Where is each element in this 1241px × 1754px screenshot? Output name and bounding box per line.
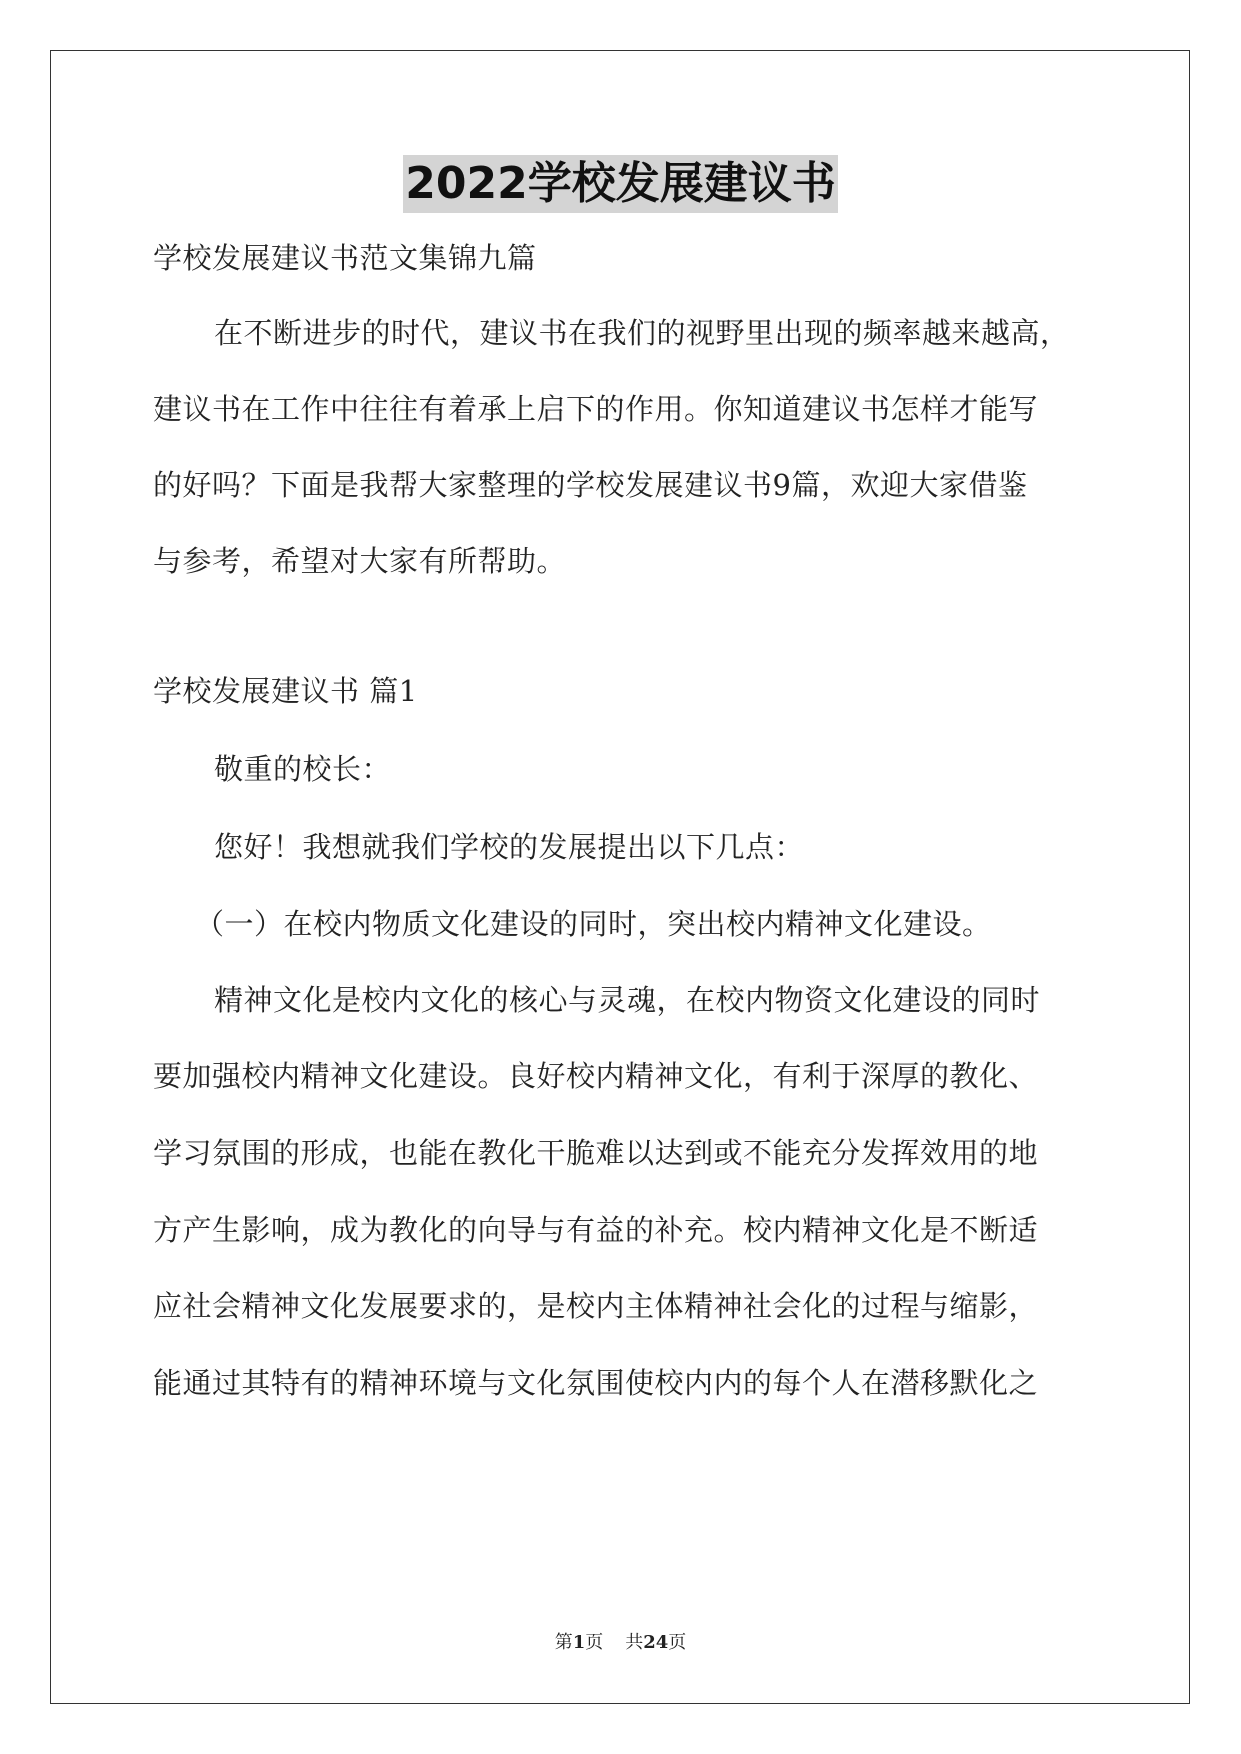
total-pages: 24 bbox=[643, 1632, 669, 1653]
document-subtitle: 学校发展建议书范文集锦九篇 bbox=[153, 241, 537, 275]
section-heading: 学校发展建议书 篇1 bbox=[153, 674, 418, 708]
point-one: （一）在校内物质文化建设的同时，突出校内精神文化建设。 bbox=[195, 907, 992, 941]
body-line-2: 要加强校内精神文化建设。良好校内精神文化，有利于深厚的教化、 bbox=[153, 1059, 1039, 1093]
body-line-3: 学习氛围的形成，也能在教化干脆难以达到或不能充分发挥效用的地 bbox=[153, 1136, 1039, 1170]
page-prefix: 第 bbox=[554, 1632, 573, 1653]
page-border bbox=[50, 50, 1190, 1704]
total-suffix: 页 bbox=[668, 1632, 687, 1653]
title-container bbox=[0, 155, 1241, 213]
body-line-6: 能通过其特有的精神环境与文化氛围使校内内的每个人在潜移默化之 bbox=[153, 1366, 1039, 1400]
intro-line-2: 建议书在工作中往往有着承上启下的作用。你知道建议书怎样才能写 bbox=[153, 392, 1039, 426]
intro-line-1: 在不断进步的时代，建议书在我们的视野里出现的频率越来越高， bbox=[214, 316, 1070, 350]
salutation: 敬重的校长： bbox=[214, 752, 392, 786]
body-line-4: 方产生影响，成为教化的向导与有益的补充。校内精神文化是不断适 bbox=[153, 1213, 1039, 1247]
page-number: 1 bbox=[572, 1632, 586, 1653]
page-suffix: 页 bbox=[585, 1632, 604, 1653]
body-line-1: 精神文化是校内文化的核心与灵魂，在校内物资文化建设的同时 bbox=[214, 983, 1041, 1017]
document-title: 2022学校发展建议书 bbox=[403, 155, 837, 213]
total-prefix: 共 bbox=[625, 1632, 644, 1653]
intro-line-3: 的好吗？下面是我帮大家整理的学校发展建议书9篇，欢迎大家借鉴 bbox=[153, 468, 1028, 502]
greeting: 您好！我想就我们学校的发展提出以下几点： bbox=[214, 830, 805, 864]
page-footer bbox=[0, 1628, 1241, 1654]
body-line-5: 应社会精神文化发展要求的，是校内主体精神社会化的过程与缩影， bbox=[153, 1289, 1039, 1323]
intro-line-4: 与参考，希望对大家有所帮助。 bbox=[153, 544, 567, 578]
